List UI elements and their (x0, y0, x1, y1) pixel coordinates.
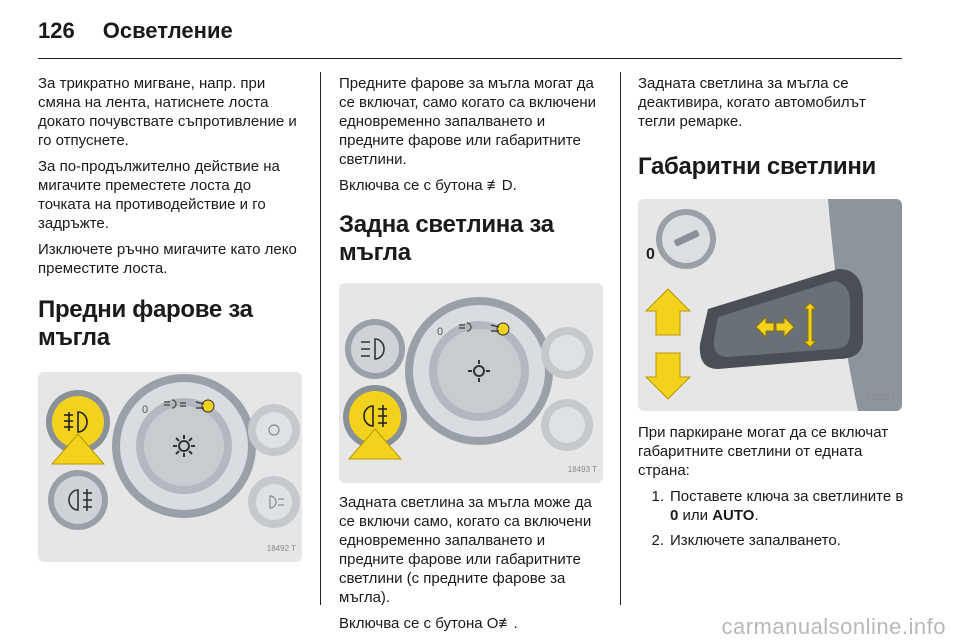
page-number: 126 (38, 18, 75, 43)
figure-rear-fog-switch (339, 283, 603, 483)
paragraph: За по-продължително действие на мигачите преместете лоста до точката на противодействие и го задръжте. (38, 158, 280, 232)
heading-front-fog: Предни фарове за мъгла (38, 296, 253, 351)
column-divider (620, 72, 621, 605)
position-zero-label: 0 (437, 326, 444, 338)
heading-parking-lights: Габаритни светлини (638, 153, 876, 180)
paragraph: Задната светлина за мъгла се деактивира, когато автомобилът тегли ремарке. (638, 75, 866, 130)
figure-turn-signal-lever (638, 199, 902, 411)
figure-front-fog-switch (38, 372, 302, 562)
paragraph: При паркиране могат да се включат габаритните светлини от едната страна: (638, 424, 889, 479)
steps-list (638, 487, 904, 550)
watermark: carmanualsonline.info (721, 614, 946, 639)
column-2 (339, 74, 605, 640)
step-text: Изключете запалването. (670, 532, 841, 549)
position-zero-label: 0 (646, 246, 655, 263)
figure-number: 17129 T (866, 393, 896, 402)
position-zero-label: 0 (142, 404, 149, 416)
section-title: Осветление (102, 18, 233, 43)
header-rule (38, 58, 902, 59)
column-3 (638, 74, 904, 556)
paragraph: Включва се с бутона O≢. (339, 615, 518, 632)
heading-rear-fog: Задна светлина за мъгла (339, 211, 554, 266)
list-item (638, 531, 904, 550)
column-divider (320, 72, 321, 605)
light-switch-illustration (339, 283, 603, 483)
figure-number: 18492 T (266, 544, 296, 553)
list-item (638, 487, 904, 525)
light-switch-illustration (38, 372, 302, 562)
paragraph: За трикратно мигване, напр. при смяна на лента, натиснете лоста докато почувствате съпротивление и го отпуснете. (38, 75, 297, 149)
page-header (38, 18, 233, 48)
paragraph: Задната светлина за мъгла може да се включи само, когато са включени едновременно запалването и предните фарове или габаритните светлини (с предните фарове за мъгла). (339, 494, 592, 606)
step-number: 1. (651, 488, 664, 505)
figure-number: 18493 T (567, 465, 597, 474)
paragraph: Предните фарове за мъгла могат да се включат, само когато са включени едновременно запалването и предните фарове или габаритните светлини. (339, 75, 597, 168)
step-text: Поставете ключа за светлините в 0 или AUTO. (670, 488, 904, 524)
paragraph: Изключете ръчно мигачите като леко преместите лоста. (38, 241, 297, 277)
step-number: 2. (651, 532, 664, 549)
paragraph: Включва се с бутона ≢D. (339, 177, 517, 194)
column-1 (38, 74, 304, 562)
turn-signal-lever-illustration (638, 199, 902, 411)
